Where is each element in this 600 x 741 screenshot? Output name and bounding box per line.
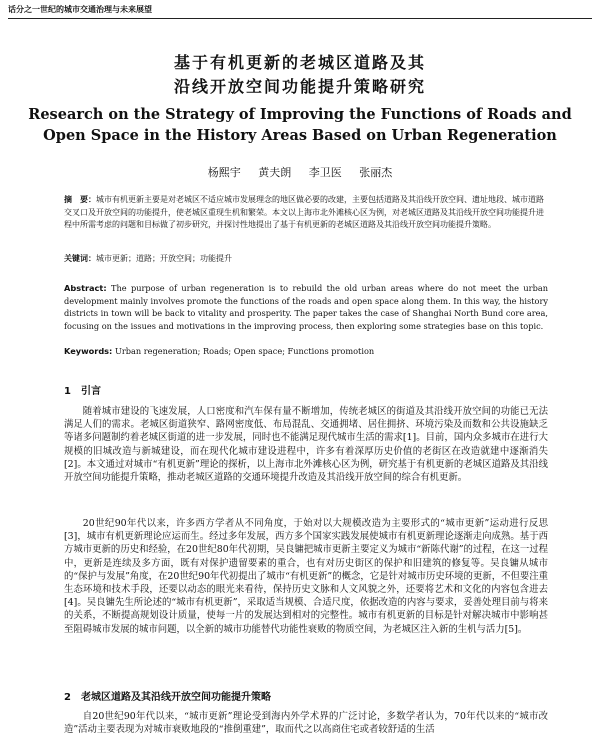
section-number: 1 [64, 386, 71, 397]
abstract-en [64, 282, 548, 332]
title-cn-line-2: 沿线开放空间功能提升策略研究 [173, 77, 426, 96]
keywords-cn-label: 关键词： [64, 254, 96, 263]
section-heading [64, 688, 271, 703]
section-title: 老城区道路及其沿线开放空间功能提升策略 [80, 692, 271, 703]
abstract-cn [64, 194, 548, 232]
running-title: 话分之一世纪的城市交通治理与未来展望 [8, 5, 152, 14]
author-name: 黄夫朗 [258, 166, 292, 179]
abstract-cn-text: 城市有机更新主要是对老城区不适应城市发展理念的地区做必要的改建，主要包括道路及其沿线开放空间、遗址地段、城市道路交叉口及开放空间的功能提升，使老城区重现生机和繁荣。本文以上海市北外滩核心区为例，对老城区道路及其沿线开放空间功能提升进程中所需考虑的问题和目标做了初步研究，并探讨性地提出了基于有机更新的老城区道路及其沿线开放空间功能提升策略。 [64, 195, 544, 229]
title-cn-line-1: 基于有机更新的老城区道路及其 [173, 53, 426, 72]
section-number: 2 [64, 692, 71, 703]
body-paragraph: 自20世纪90年代以来，“城市更新”理论受到海内外学术界的广泛讨论，多数学者认为，70年代以来的“城市改造”活动主要表现为对城市衰败地段的“推倒重建”，取而代之以高商住宅或者较舒适的生活 [64, 711, 548, 736]
keywords-en-label: Keywords: [64, 346, 113, 356]
body-paragraph: 随着城市建设的飞速发展，人口密度和汽车保有量不断增加，传统老城区的街道及其沿线开放空间的功能已无法满足人们的需求。老城区街道狭窄、路网密度低、布局混乱、交通拥堵、居住拥挤、环境污染及而数和公共设施缺乏等诸多问题制约着老城区街道的进一步发展，同时也不能满足现代城市生活的需求[1]。目前，国内众多城市在进行大规模的旧城改造与新城建设，而在现代化城市建设进程中，许多有着深厚历史价值的老街区在改造就建中逐渐消失[2]。本文通过对城市“有机更新”理论的探析，以上海市北外滩核心区为例，研究基于有机更新的老城区道路及其沿线开放空间功能提升策略，推动老城区道路的交通环境提升改造及其沿线开放空间的综合有机更新。 [64, 406, 548, 484]
abstract-cn-label: 摘 要： [64, 195, 96, 204]
keywords-cn [64, 253, 548, 265]
body-paragraph: 20世纪90年代以来，许多西方学者从不同角度，于始对以大规模改造为主要形式的“城市更新”运动进行反思[3]，城市有机更新理论应运而生。经过多年发展，西方多个国家实践发展使城市有机更新理论逐渐走向成熟。基于西方城市更新的历史和经验，在20世纪80年代初期，吴良镛把城市更新主要定义为城市“新陈代谢”的过程，在这一过程中，更新是连续及多方面，既有对保护遗留要素的重合，也有对历史街区的保护和旧建筑的修复等。吴良镛从城市的“保护与发展”角度，在20世纪90年代初提出了城市“有机更新”的概念，它是针对城市历史环境的更新，不但要注重生态环境和技术手段，还要以动态的眼光来看待，保持历史文脉和人文风貌之外，还要将艺术和文化的内容包含进去[4]。吴良镛先生所论述的“城市有机更新”，采取适当规模、合适尺度，依据改造的内容与要求，妥善处理目前与将来的关系，不断提高规划设计质量，使每一片的发展达到相对的完整性。城市有机更新的目标是针对解决城市中影响甚至阻碍城市发展的城市问题，以全新的城市功能替代功能性衰败的物质空间，为老城区注入新的生机与活力[5]。 [64, 518, 548, 635]
abstract-en-text: The purpose of urban regeneration is to rebuild the old urban areas where do not meet the urban development mainly involves promote the functions of the roads and open space along them. In this way, the history districts in town will be back to vitality and prosperity. The paper takes the case of Shanghai North Bund core area, focusing on the issues and motivations in the improving process, then exploring some strategies base on this topic. [64, 283, 548, 331]
header-rule [8, 18, 592, 19]
section-body [64, 405, 548, 484]
section-body [64, 710, 548, 736]
section-title: 引言 [80, 386, 101, 397]
running-header [8, 4, 592, 15]
keywords-cn-text: 城市更新；道路；开放空间；功能提升 [96, 254, 232, 263]
abstract-en-label: Abstract: [64, 283, 107, 293]
author-name: 张丽杰 [359, 166, 393, 179]
keywords-en [64, 345, 548, 357]
title-en-line-1: Research on the Strategy of Improving the Functions of Roads and [28, 106, 572, 123]
author-name: 李卫医 [308, 166, 342, 179]
keywords-en-text: Urban regeneration; Roads; Open space; Functions promotion [114, 346, 375, 356]
section-body [64, 517, 548, 636]
author-list [0, 164, 600, 180]
section-heading [64, 382, 101, 397]
title-en-line-2: Open Space in the History Areas Based on Urban Regeneration [43, 127, 557, 144]
author-name: 杨熙宇 [207, 166, 241, 179]
